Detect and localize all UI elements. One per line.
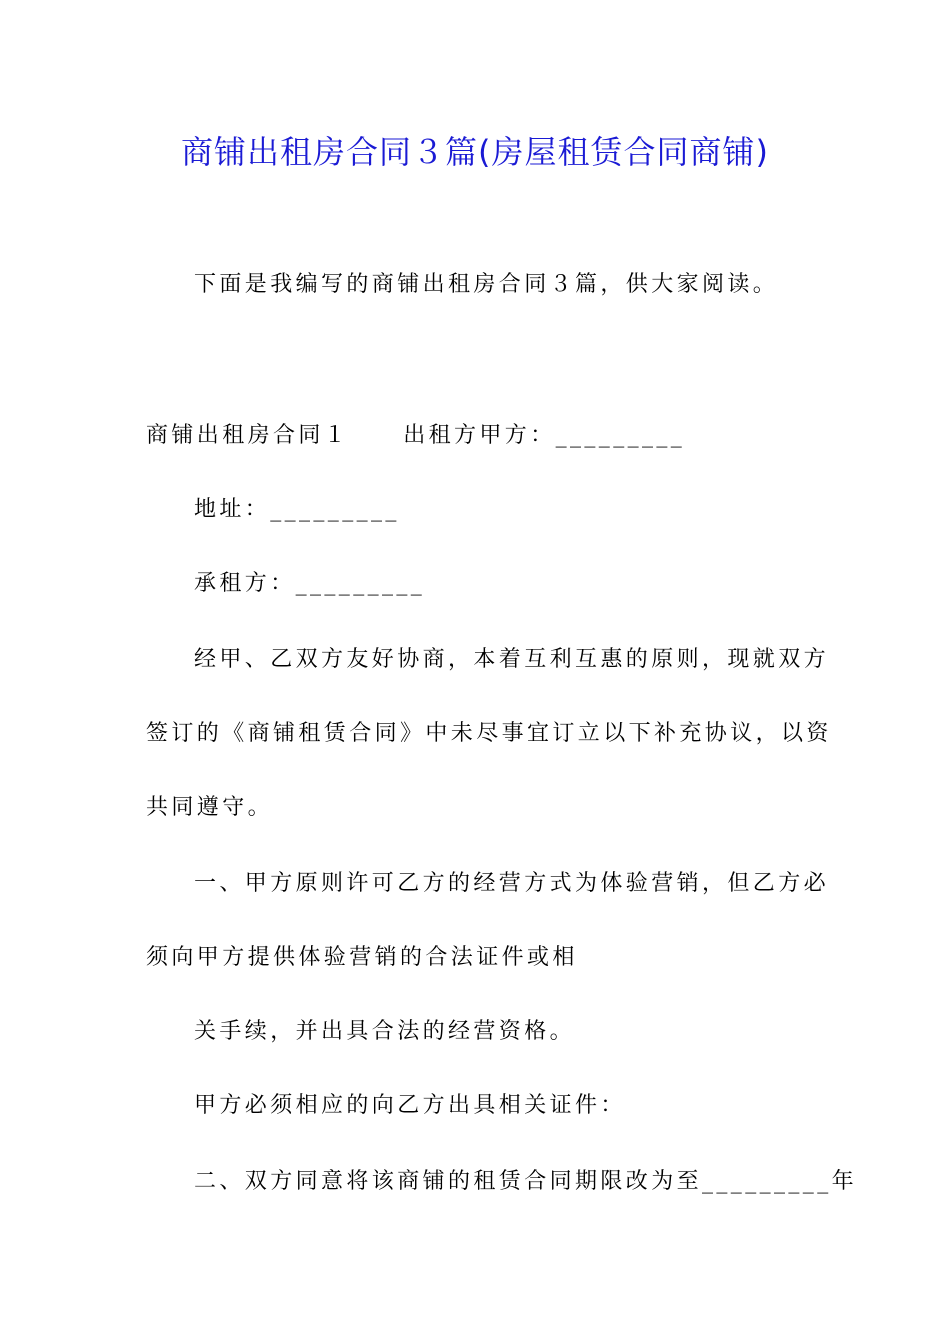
clause2-line1: 二、双方同意将该商铺的租赁合同期限改为至_________年 [194, 1169, 858, 1194]
intro-paragraph: 下面是我编写的商铺出租房合同３篇，供大家阅读。 [194, 272, 779, 297]
address-line: 地址：_________ [194, 497, 400, 522]
lessee-line: 承租方：_________ [194, 571, 426, 596]
para1-line1: 经甲、乙双方友好协商，本着互利互惠的原则，现就双方 [194, 647, 830, 672]
document-title: 商铺出租房合同３篇(房屋租赁合同商铺) [181, 133, 769, 171]
clause1-line1: 一、甲方原则许可乙方的经营方式为体验营销，但乙方必 [194, 871, 830, 896]
clause1-line3: 关手续，并出具合法的经营资格。 [194, 1019, 576, 1044]
lessor-line: 出租方甲方：_________ [403, 423, 686, 448]
section1-heading: 商铺出租房合同１ [146, 423, 350, 448]
clause1-line2: 须向甲方提供体验营销的合法证件或相 [146, 945, 578, 970]
para1-line3: 共同遵守。 [146, 795, 274, 820]
section-heading-row [146, 416, 810, 456]
para1-line2: 签订的《商铺租赁合同》中未尽事宜订立以下补充协议，以资 [146, 721, 832, 746]
clause1-line4: 甲方必须相应的向乙方出具相关证件： [194, 1093, 626, 1118]
